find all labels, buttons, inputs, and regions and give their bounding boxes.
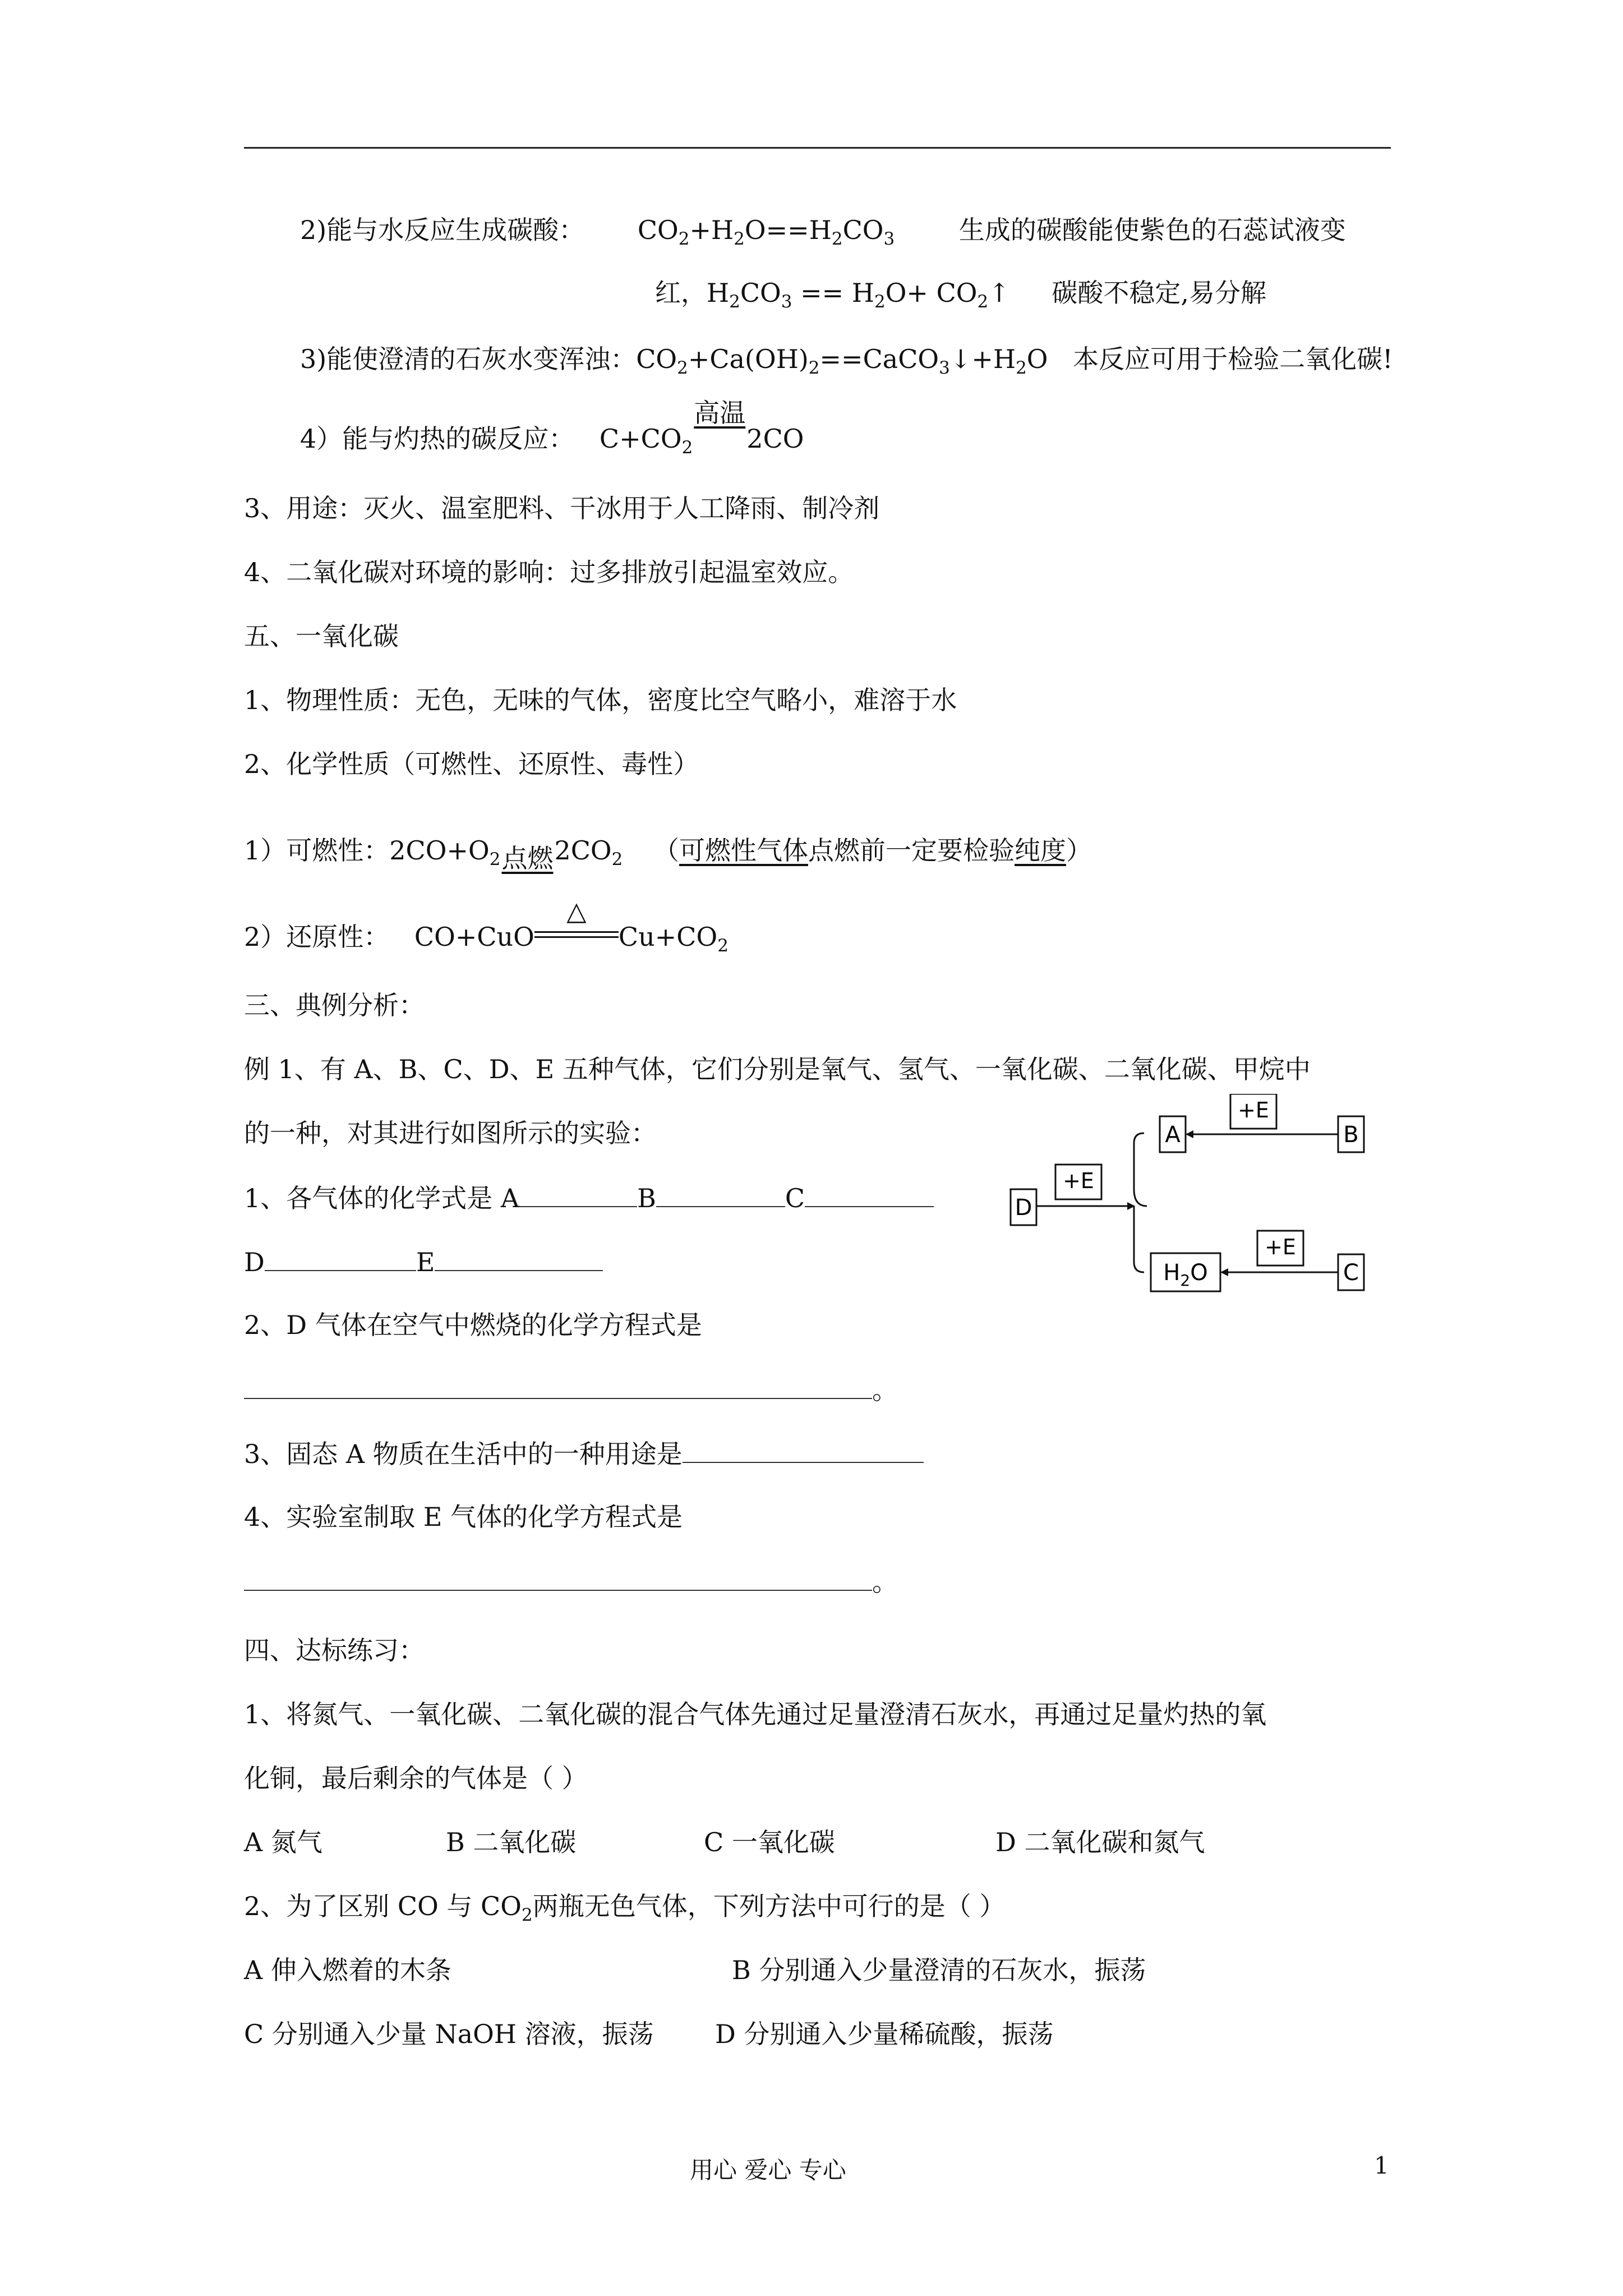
example-intro-1: 例 1、有 A、B、C、D、E 五种气体，它们分别是氧气、氢气、一氧化碳、二氧化碳、甲烷中 (244, 1054, 1311, 1084)
example-q3: 3、固态 A 物质在生活中的一种用途是 (244, 1436, 924, 1471)
option-c[interactable]: C 一氧化碳 (704, 1827, 835, 1857)
blank-q2[interactable] (244, 1372, 872, 1399)
blank-a[interactable] (519, 1180, 637, 1207)
co2-reaction-limewater: 3)能使澄清的石灰水变浑浊：$CO_2+Ca(OH)_2==CaCO_3↓+H_2O$ 本反应可用于检验二氧化碳! (300, 344, 1393, 378)
co-heading: 五、一氧化碳 (244, 621, 399, 651)
co2-uses: 3、用途：灭火、温室肥料、干冰用于人工降雨、制冷剂 (244, 493, 880, 523)
co2-reaction-water: 2)能与水反应生成碳酸： $CO_2+H_2O==H_2CO_3$ 生成的碳酸能使紫色的石蕊试液变 (300, 215, 1346, 249)
practice-q2: 2、为了区别 CO 与 $CO_2$两瓶无色气体，下列方法中可行的是（ ） (244, 1891, 1006, 1925)
practice-q1-line1: 1、将氮气、一氧化碳、二氧化碳的混合气体先通过足量澄清石灰水，再通过足量灼热的氧 (244, 1699, 1267, 1729)
practice-q2-options-ab (244, 1953, 1146, 1987)
label-plus-e-b: +E (1238, 1098, 1269, 1122)
blank-b[interactable] (656, 1180, 785, 1207)
option-d[interactable]: D 分别通入少量稀硫酸，振荡 (715, 2019, 1054, 2049)
example-q1-cont: D E (244, 1244, 603, 1279)
co2-reaction-carbon: 4）能与灼热的碳反应： $C+CO_2$ 高温 2CO (300, 398, 804, 458)
practice-q2-options-cd (244, 2017, 1054, 2051)
co2-environment: 4、二氧化碳对环境的影响：过多排放引起温室效应。 (244, 557, 854, 587)
label-h2o: $H_2O$ (1163, 1260, 1208, 1290)
example-q4: 4、实验室制取 E 气体的化学方程式是 (244, 1502, 683, 1532)
blank-c[interactable] (805, 1180, 934, 1207)
example-q4-answer: 。 (244, 1564, 898, 1599)
header-rule (244, 147, 1391, 149)
practice-q1-options (244, 1825, 1205, 1859)
option-d[interactable]: D 二氧化碳和氮气 (995, 1827, 1205, 1857)
co2-reaction-water-cont: 红，$H_2CO_3 == H_2O+$ $CO_2↑$ 碳酸不稳定,易分解 (655, 278, 1267, 312)
option-b[interactable]: B 分别通入少量澄清的石灰水，振荡 (732, 1955, 1146, 1985)
example-heading: 三、典例分析： (244, 990, 425, 1020)
co-physical: 1、物理性质：无色，无味的气体，密度比空气略小，难溶于水 (244, 685, 957, 715)
example-q2-answer: 。 (244, 1372, 898, 1407)
blank-q4[interactable] (244, 1564, 872, 1591)
option-b[interactable]: B 二氧化碳 (446, 1827, 577, 1857)
example-intro-2: 的一种，对其进行如图所示的实验： (244, 1118, 657, 1148)
label-b: B (1343, 1122, 1359, 1148)
option-c[interactable]: C 分别通入少量 NaOH 溶液，振荡 (244, 2019, 654, 2049)
reaction-diagram (1004, 1094, 1385, 1307)
blank-d[interactable] (265, 1244, 416, 1271)
page-number: 1 (1374, 2152, 1389, 2179)
label-a: A (1165, 1122, 1181, 1148)
label-plus-e-d: +E (1063, 1168, 1094, 1193)
co-chemical: 2、化学性质（可燃性、还原性、毒性） (244, 749, 699, 779)
branch-brace (1134, 1133, 1147, 1272)
option-a[interactable]: A 氮气 (244, 1827, 322, 1857)
co-reduction: 2）还原性： CO+CuO △ $Cu+CO_2$ (244, 896, 728, 956)
practice-heading: 四、达标练习： (244, 1635, 425, 1665)
label-c: C (1343, 1260, 1359, 1286)
co-combustion: 1）可燃性：$2CO+O_2$ 点燃 $2CO_2$ （可燃性气体点燃前一定要检验纯度） (244, 835, 1092, 873)
practice-q1-line2: 化铜，最后剩余的气体是（ ） (244, 1763, 588, 1793)
blank-e[interactable] (435, 1244, 603, 1271)
label-d: D (1015, 1195, 1032, 1221)
footer-motto: 用心 爱心 专心 (690, 2156, 846, 2184)
example-q2: 2、D 气体在空气中燃烧的化学方程式是 (244, 1310, 702, 1340)
label-plus-e-c: +E (1265, 1235, 1296, 1259)
blank-q3[interactable] (683, 1436, 924, 1463)
example-q1: 1、各气体的化学式是 A B C (244, 1180, 934, 1215)
option-a[interactable]: A 伸入燃着的木条 (244, 1955, 451, 1985)
